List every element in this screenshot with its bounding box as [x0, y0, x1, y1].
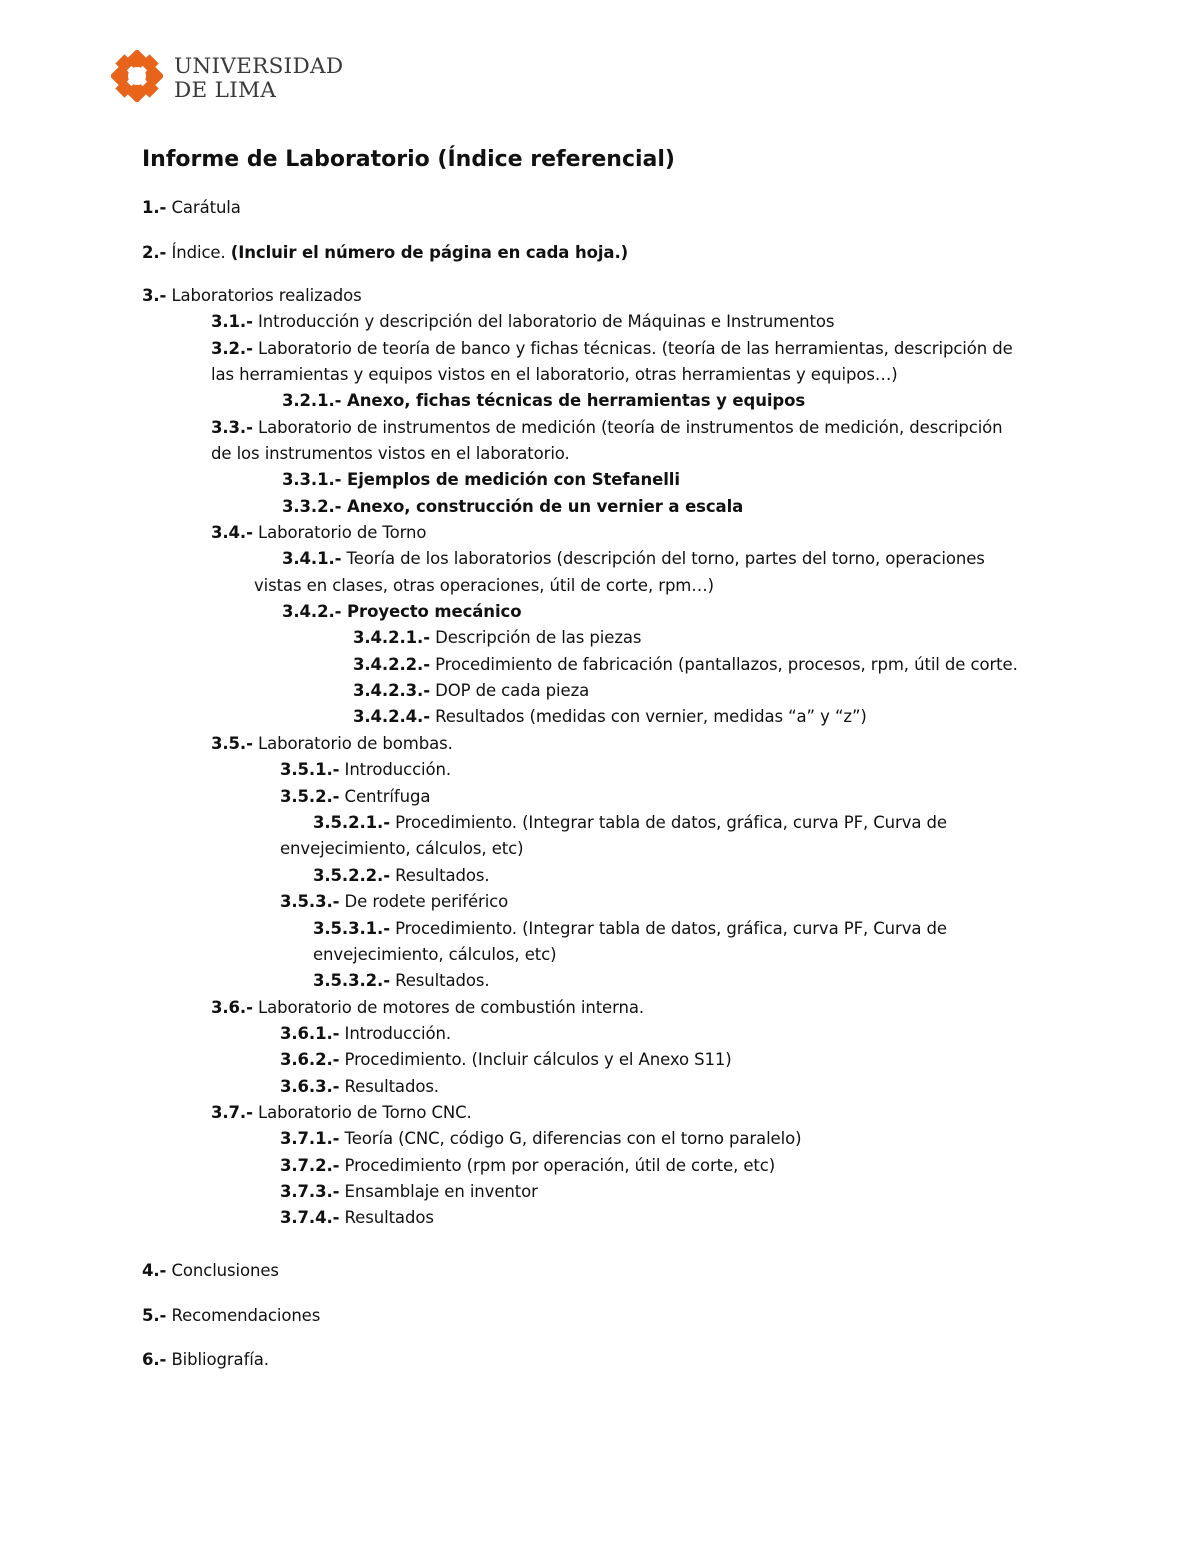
- toc-number: 3.2.1.-: [282, 391, 342, 410]
- toc-number: 3.6.1.-: [280, 1024, 340, 1043]
- toc-text: De rodete periférico: [339, 892, 509, 911]
- toc-item-6: [142, 1347, 269, 1373]
- toc-number: 4.-: [142, 1261, 167, 1280]
- logo-text-line1: UNIVERSIDAD: [174, 54, 344, 79]
- toc-item-3-5-3: [280, 889, 508, 915]
- toc-item-3-7-2: [280, 1153, 775, 1179]
- toc-text: Laboratorio de Torno CNC.: [252, 1103, 472, 1122]
- toc-number: 3.7.1.-: [280, 1129, 340, 1148]
- toc-text: Laboratorio de motores de combustión interna.: [252, 998, 645, 1017]
- toc-number: 3.6.-: [211, 998, 253, 1017]
- toc-item-3-4-2-3: [353, 678, 589, 704]
- toc-item-3-7: [211, 1100, 472, 1126]
- toc-text: Resultados (medidas con vernier, medidas “a” y “z”): [429, 707, 867, 726]
- toc-text: Procedimiento (rpm por operación, útil de corte, etc): [339, 1156, 776, 1175]
- toc-text: Laboratorio de instrumentos de medición (teoría de instrumentos de medición, descripción: [252, 418, 1003, 437]
- toc-item-3-1: [211, 309, 834, 335]
- toc-note: (Incluir el número de página en cada hoja.): [230, 243, 629, 262]
- toc-text: Anexo, fichas técnicas de herramientas y equipos: [341, 391, 806, 410]
- toc-number: 3.7.3.-: [280, 1182, 340, 1201]
- toc-text: Índice.: [166, 243, 231, 262]
- toc-item-3-4-2-1: [353, 625, 641, 651]
- toc-text: Carátula: [166, 198, 241, 217]
- toc-text: Laboratorio de teoría de banco y fichas técnicas. (teoría de las herramientas, descripción de: [252, 339, 1013, 358]
- toc-item-3-5-2: [280, 784, 430, 810]
- toc-number: 3.5.2.1.-: [313, 813, 390, 832]
- toc-text: Recomendaciones: [166, 1306, 321, 1325]
- toc-text: Teoría de los laboratorios (descripción del torno, partes del torno, operaciones: [341, 549, 985, 568]
- toc-item-3-3: [211, 415, 1003, 441]
- toc-text: Introducción.: [339, 1024, 452, 1043]
- toc-text: Resultados.: [389, 866, 490, 885]
- toc-number: 3.4.1.-: [282, 549, 342, 568]
- toc-text: Ejemplos de medición con Stefanelli: [341, 470, 680, 489]
- toc-text: Teoría (CNC, código G, diferencias con el torno paralelo): [339, 1129, 802, 1148]
- toc-text: Anexo, construcción de un vernier a escala: [341, 497, 744, 516]
- toc-item-3-5-3-1-cont: envejecimiento, cálculos, etc): [313, 945, 557, 964]
- toc-item-3-4-2-4: [353, 704, 867, 730]
- toc-number: 5.-: [142, 1306, 167, 1325]
- toc-text: Laboratorio de bombas.: [252, 734, 453, 753]
- toc-item-3: [142, 283, 362, 309]
- toc-number: 3.-: [142, 286, 167, 305]
- toc-item-3-4: [211, 520, 426, 546]
- toc-item-3-5-3-1: [313, 916, 947, 942]
- toc-item-3-5-1: [280, 757, 451, 783]
- toc-text: Introducción y descripción del laboratorio de Máquinas e Instrumentos: [252, 312, 835, 331]
- toc-text: Centrífuga: [339, 787, 431, 806]
- toc-item-3-7-3: [280, 1179, 538, 1205]
- toc-number: 3.5.2.2.-: [313, 866, 390, 885]
- toc-text: Procedimiento. (Incluir cálculos y el Anexo S11): [339, 1050, 732, 1069]
- toc-text: Resultados.: [389, 971, 490, 990]
- toc-item-3-4-1-cont: vistas en clases, otras operaciones, útil de corte, rpm…): [254, 576, 715, 595]
- toc-number: 1.-: [142, 198, 167, 217]
- toc-text: Laboratorios realizados: [166, 286, 362, 305]
- toc-number: 2.-: [142, 243, 167, 262]
- toc-item-3-6-3: [280, 1074, 439, 1100]
- toc-text: Resultados.: [339, 1077, 439, 1096]
- toc-text: Ensamblaje en inventor: [339, 1182, 538, 1201]
- toc-item-3-6: [211, 995, 644, 1021]
- toc-item-5: [142, 1303, 320, 1329]
- toc-number: 3.5.1.-: [280, 760, 340, 779]
- toc-item-3-3-cont: de los instrumentos vistos en el laboratorio.: [211, 444, 570, 463]
- toc-text: Procedimiento de fabricación (pantallazos, procesos, rpm, útil de corte.: [429, 655, 1018, 674]
- toc-item-3-7-4: [280, 1205, 434, 1231]
- toc-number: 3.6.3.-: [280, 1077, 340, 1096]
- toc-number: 3.7.-: [211, 1103, 253, 1122]
- toc-item-3-7-1: [280, 1126, 801, 1152]
- toc-item-2: [142, 240, 628, 266]
- toc-text: Resultados: [339, 1208, 434, 1227]
- toc-number: 3.4.2.4.-: [353, 707, 430, 726]
- toc-text: Descripción de las piezas: [429, 628, 642, 647]
- toc-item-3-6-2: [280, 1047, 732, 1073]
- toc-number: 3.1.-: [211, 312, 253, 331]
- toc-number: 3.3.1.-: [282, 470, 342, 489]
- toc-item-3-3-1: [282, 467, 680, 493]
- toc-item-4: [142, 1258, 279, 1284]
- logo-text-line2: DE LIMA: [174, 78, 277, 103]
- toc-number: 3.5.3.2.-: [313, 971, 390, 990]
- toc-number: 3.4.2.-: [282, 602, 342, 621]
- toc-number: 3.7.4.-: [280, 1208, 340, 1227]
- toc-number: 3.4.2.1.-: [353, 628, 430, 647]
- toc-item-3-4-2-2: [353, 652, 1018, 678]
- toc-number: 3.2.-: [211, 339, 253, 358]
- toc-item-3-5-2-1-cont: envejecimiento, cálculos, etc): [280, 839, 524, 858]
- toc-item-3-6-1: [280, 1021, 451, 1047]
- toc-item-3-5-3-2: [313, 968, 490, 994]
- toc-number: 3.3.-: [211, 418, 253, 437]
- university-logo: [111, 50, 344, 106]
- toc-item-3-5-2-2: [313, 863, 490, 889]
- toc-text: Procedimiento. (Integrar tabla de datos, gráfica, curva PF, Curva de: [389, 813, 947, 832]
- toc-number: 3.5.2.-: [280, 787, 340, 806]
- toc-text: Laboratorio de Torno: [252, 523, 427, 542]
- toc-item-1: [142, 195, 241, 221]
- toc-item-3-4-1: [282, 546, 985, 572]
- toc-number: 3.5.-: [211, 734, 253, 753]
- toc-text: Conclusiones: [166, 1261, 279, 1280]
- toc-number: 3.6.2.-: [280, 1050, 340, 1069]
- toc-number: 3.7.2.-: [280, 1156, 340, 1175]
- toc-number: 3.4.2.2.-: [353, 655, 430, 674]
- toc-item-3-2-1: [282, 388, 805, 414]
- toc-number: 3.5.3.1.-: [313, 919, 390, 938]
- toc-text: Introducción.: [339, 760, 452, 779]
- toc-item-3-4-2: [282, 599, 521, 625]
- toc-number: 3.5.3.-: [280, 892, 340, 911]
- toc-number: 3.4.-: [211, 523, 253, 542]
- toc-number: 6.-: [142, 1350, 167, 1369]
- toc-item-3-5: [211, 731, 453, 757]
- toc-text: DOP de cada pieza: [429, 681, 590, 700]
- toc-number: 3.4.2.3.-: [353, 681, 430, 700]
- toc-item-3-3-2: [282, 494, 743, 520]
- toc-number: 3.3.2.-: [282, 497, 342, 516]
- toc-text: Proyecto mecánico: [341, 602, 522, 621]
- page-title: Informe de Laboratorio (Índice referencial): [142, 147, 675, 172]
- star-flower-icon: [111, 50, 163, 102]
- toc-item-3-2-cont: las herramientas y equipos vistos en el laboratorio, otras herramientas y equipos…): [211, 365, 898, 384]
- toc-text: Bibliografía.: [166, 1350, 269, 1369]
- toc-item-3-2: [211, 336, 1013, 362]
- toc-item-3-5-2-1: [313, 810, 947, 836]
- toc-text: Procedimiento. (Integrar tabla de datos, gráfica, curva PF, Curva de: [389, 919, 947, 938]
